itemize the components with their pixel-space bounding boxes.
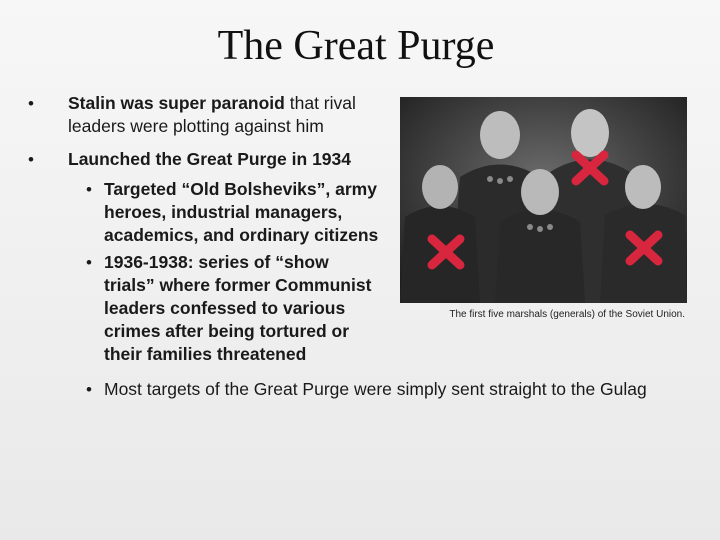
bullet-stalin-paranoid (28, 92, 378, 138)
bullet-dot: • (86, 380, 92, 399)
subbullet1-text: Targeted “Old Bolsheviks”, army heroes, industrial managers, academics, and ordinary citizens (104, 179, 379, 245)
subbullet-targeted (86, 178, 384, 247)
subbullet2-text: 1936-1938: series of “show trials” where former Communist leaders confessed to various crimes after being tortured or their families threatened (104, 252, 372, 364)
subbullet-show-trials (86, 251, 384, 366)
bullet-dot: • (86, 180, 92, 199)
subbullet3-text: Most targets of the Great Purge were simply sent straight to the Gulag (104, 379, 647, 399)
bullet-dot: • (86, 253, 92, 272)
slide-title: The Great Purge (217, 23, 495, 69)
marshals-photo (400, 97, 687, 303)
bullet-launched-purge (28, 148, 388, 171)
subbullet-gulag (86, 378, 704, 401)
bullet1-text: that rival leaders were plotting against him (68, 93, 356, 136)
bullet1-bold: Stalin was super paranoid (68, 93, 285, 113)
bullet2-bold: Launched the Great Purge in 1934 (68, 149, 351, 169)
photo-caption: The first five marshals (generals) of the Soviet Union. (449, 309, 685, 320)
bullet-dot: • (28, 150, 34, 169)
bullet-dot: • (28, 94, 34, 113)
